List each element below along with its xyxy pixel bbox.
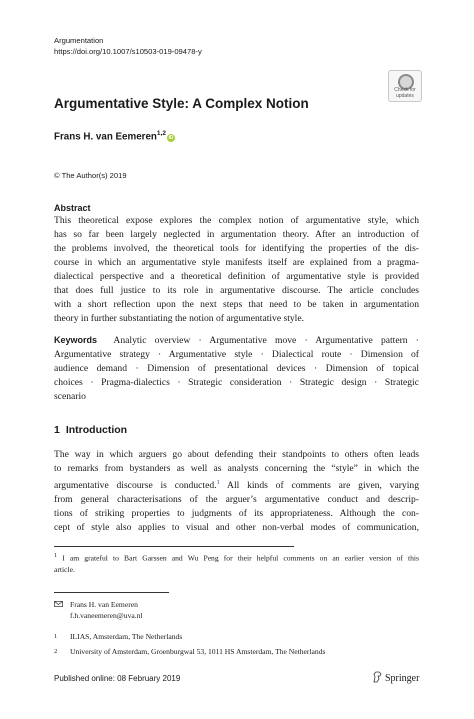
abstract-heading: Abstract (54, 203, 91, 213)
abstract-line: theory in further substantiating the notion of argumentative style. (54, 313, 305, 324)
author-affiliation-marks: 1,2 (156, 130, 166, 137)
abstract-line: dialectical perspective and a theoretical definition of argumentative style is provided (54, 271, 419, 282)
keywords-block (54, 333, 419, 404)
badge-line-1: Check for (394, 87, 416, 93)
journal-name: Argumentation (54, 36, 104, 45)
copyright-notice: © The Author(s) 2019 (54, 171, 127, 180)
affiliation-text: ILIAS, Amsterdam, The Netherlands (70, 632, 183, 641)
footnote-text: I am grateful to Bart Garssen and Wu Peng for their helpful comments on an earlier version of this (62, 553, 419, 563)
keywords-line: choices · Pragma-dialectics · Strategic consideration · Strategic design · Strategic (54, 377, 419, 388)
abstract-body (54, 214, 419, 326)
badge-text (389, 88, 421, 99)
footnote-rule (54, 546, 294, 547)
publisher-logo (372, 671, 419, 684)
footnote (54, 550, 419, 575)
affiliation-text: University of Amsterdam, Groenburgwal 53, 1011 HS Amsterdam, The Netherlands (70, 647, 326, 656)
publisher-name: Springer (385, 673, 420, 684)
envelope-icon (54, 601, 63, 607)
journal-header (54, 35, 202, 57)
correspondence-block (54, 599, 354, 623)
intro-line: The way in which arguers go about defending their standpoints to others often leads (54, 449, 419, 460)
intro-line: cept of style also applies to visual and other non-verbal modes of communication, (54, 522, 419, 534)
keywords-line: scenario (54, 391, 86, 402)
intro-line (54, 476, 419, 493)
intro-line: to remarks from bystanders as well as analysts concerning the “style” in which the (54, 463, 419, 474)
section-heading (54, 424, 127, 436)
abstract-line: the problems involved, the theoretical tools for identifying the properties of the dis- (54, 243, 419, 254)
affiliation-2 (54, 646, 434, 657)
affiliation-1 (54, 631, 434, 642)
affiliation-mark: 1 (54, 633, 58, 640)
footnote-line (54, 550, 419, 564)
correspondence-name: Frans H. van Eemeren (70, 600, 138, 609)
intro-line: from general characterisations of the arguer’s argumentative conduct and descrip- (54, 494, 419, 506)
section-title: Introduction (65, 424, 128, 436)
section-number: 1 (54, 424, 60, 436)
footnote-mark: 1 (54, 552, 58, 559)
correspondence-email[interactable]: f.h.vaneemeren@uva.nl (70, 611, 143, 620)
keywords-line (54, 333, 419, 348)
springer-horse-icon (372, 671, 383, 683)
abstract-line: that does full justice to its role in argumentative discourse. The article concludes (54, 285, 419, 296)
intro-paragraph (54, 448, 419, 535)
orcid-icon[interactable]: iD (168, 135, 174, 142)
keywords-line: Argumentative strategy · Argumentative style · Dialectical route · Dimension of (54, 349, 419, 360)
footnote-line: article. (54, 564, 75, 574)
footnote-ref-1[interactable]: 1 (216, 479, 220, 486)
keywords-line: audience demand · Dimension of presentational devices · Dimension of topical (54, 363, 419, 374)
affiliation-mark: 2 (54, 648, 58, 655)
check-for-updates-badge[interactable] (388, 70, 422, 102)
published-date: Published online: 08 February 2019 (54, 674, 181, 683)
badge-line-2: updates (396, 92, 414, 99)
keywords-text: Analytic overview · Argumentative move · Argumentative pattern · (113, 335, 419, 346)
abstract-line: This theoretical expose explores the complex notion of argumentative style, which (54, 215, 419, 226)
intro-line-end: All kinds of comments are given, varying (219, 480, 419, 492)
intro-line: tions of striking properties to judgments of its appropriateness. Although the con- (54, 508, 419, 520)
affiliation-rule (54, 592, 169, 593)
author-line (54, 130, 175, 142)
author-name: Frans H. van Eemeren (54, 131, 157, 143)
abstract-line: with a short reflection upon the next steps that need to be taken in argumentation (54, 299, 419, 310)
abstract-line: course in which an argumentative style manifests itself are explained from a pragma- (54, 257, 419, 268)
keywords-label: Keywords (54, 335, 98, 345)
article-title: Argumentative Style: A Complex Notion (54, 96, 309, 111)
journal-doi[interactable]: https://doi.org/10.1007/s10503-019-09478-y (54, 47, 202, 56)
abstract-line: has so far been largely neglected in argumentation theory. After an introduction of (54, 229, 419, 240)
intro-line-start: argumentative discourse is conducted. (54, 480, 217, 492)
